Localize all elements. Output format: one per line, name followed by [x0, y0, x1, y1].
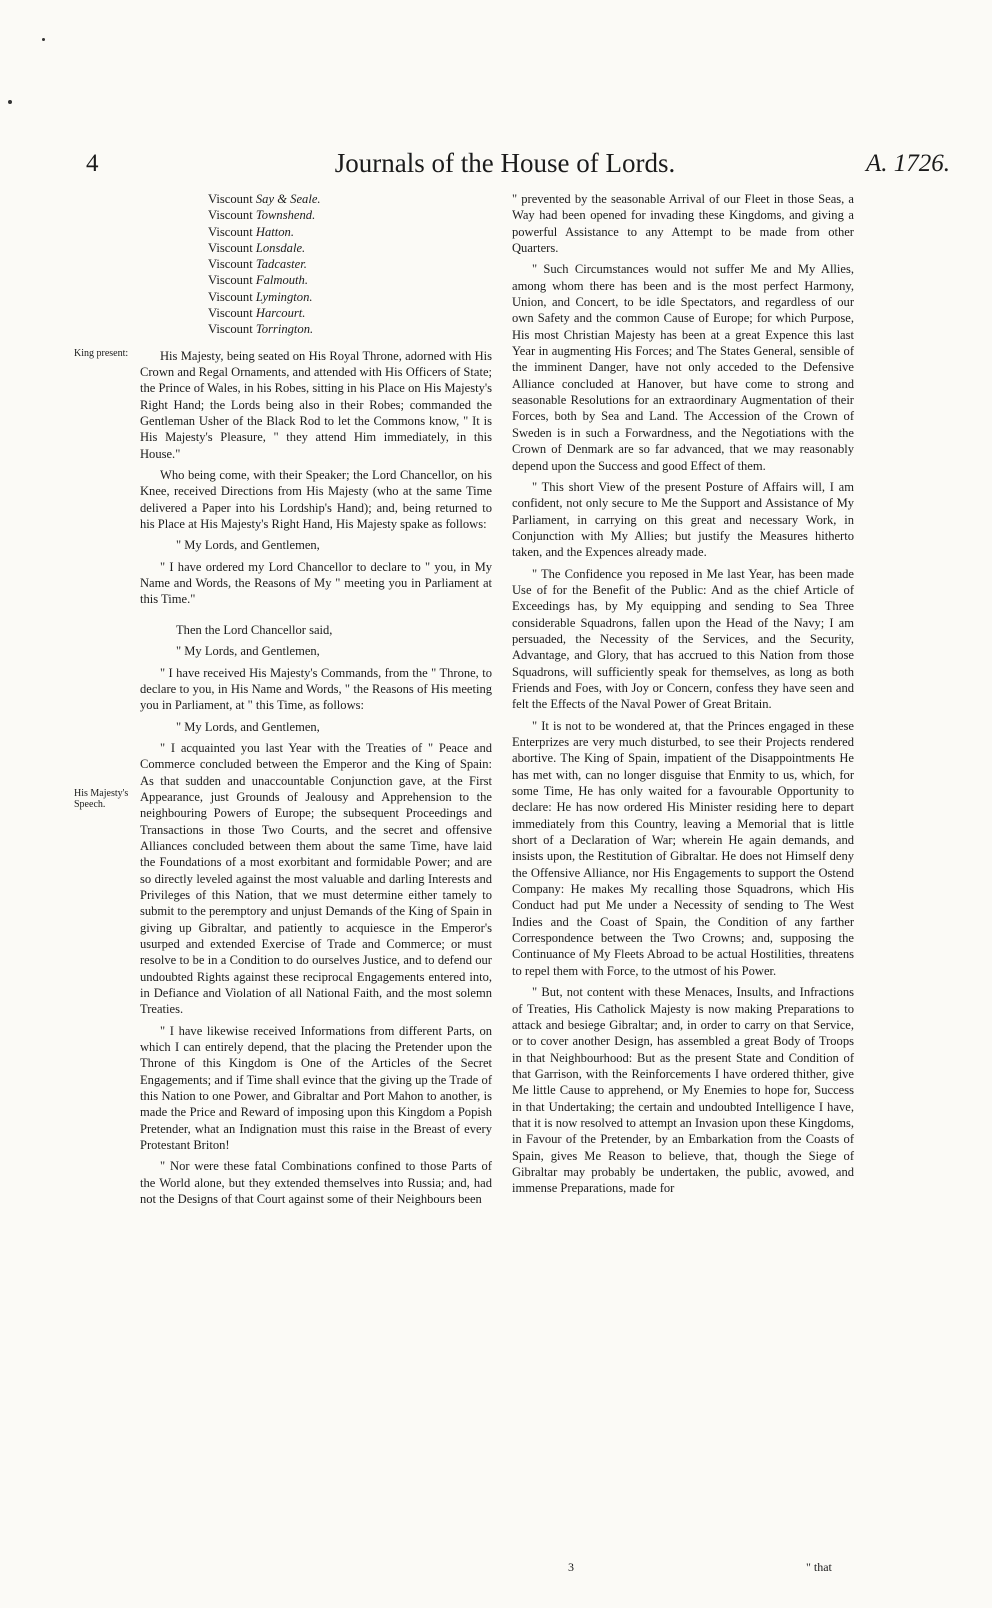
margin-note-king-present: King present: — [74, 348, 129, 359]
list-item: Viscount Hatton. — [208, 224, 295, 239]
paragraph-russia: " Nor were these fatal Combinations confined to those Parts of the World alone, but they extended themselves into Russia; and, had not the Designs of that Court against some of their Neighbours been — [140, 1159, 492, 1207]
paragraph-treaties: " I acquainted you last Year with the Treaties of " Peace and Commerce concluded between the Emperor and the King of Spain: As that sudden and unaccountable Conjunction gave, at the First Appearance, just Grounds of Jealousy and Apprehension to the neighbouring Powers of Europe; the subsequent Proceedings and Transactions in those Two Courts, and the secret and offensive Alliances concluded between them about the same Time, have laid the Foundations of a most exorbitant and formidable Power; and are so directly leveled against the most valuable and darling Interests and Privileges of this Nation, that we must determine either tamely to submit to the peremptory and unjust Demands of the King of Spain in giving up Gibraltar, and patiently to acquiesce in the Emperor's usurped and extended Exercise of Trade and Commerce; or must resolve to be in a Condition to do ourselves Justice, and to defend our undoubted Rights against these reciprocal Engagements entered into, in Defiance and Violation of all National Faith, and the most solemn Treaties. — [140, 740, 492, 1017]
page-header — [60, 148, 950, 188]
list-item: Viscount Townshend. — [208, 208, 316, 223]
page-year: A. 1726. — [865, 150, 950, 177]
paragraph-confidence: " The Confidence you reposed in Me last Year, has been made Use of for the Benefit of the Public: And as the chief Article of Exceedings has, by My equipping and sending to Sea Three considerable Squadrons, fallen upon the Head of the Navy; I am persuaded, the Necessity of the Services, and the Security, Advantage, and Glory, that has accrued to this Nation from those Squadrons, will sufficiently speak for themselves, as long as both Friends and Foes, with Joy or Concern, confess they have seen and felt the Effects of the Naval Power of Great Britain. — [512, 566, 854, 712]
list-item: Viscount Lymington. — [208, 289, 313, 304]
list-item: Viscount Harcourt. — [208, 306, 306, 321]
ink-speck — [8, 100, 12, 104]
list-item: Viscount Torrington. — [208, 322, 314, 337]
paragraph-commands: " I have received His Majesty's Commands, from the " Throne, to declare to you, in His Name and Words, " the Reasons of His meeting you in Parliament, at " this Time, as follows: — [140, 665, 492, 713]
paragraph-gibraltar: " But, not content with these Menaces, Insults, and Infractions of Treaties, His Catholick Majesty is now making Preparations to attack and besiege Gibraltar; and, in order to carry on that Service, or to cover another Design, has assembled a great Body of Troops in that Neighbourhood: But as the present State and Condition of that Garrison, with the Reinforcements I have ordered thither, give Me little Cause to apprehend, or My Enemies to hope for, Success in that Undertaking; the certain and undoubted Intelligence I have, that it is now resolved to attempt an Invasion upon these Kingdoms, in Favour of the Pretender, by an Embarkation from the Coasts of Spain, gives Me Reason to believe, that, though the Siege of Gibraltar may probably be undertaken, the public, avowed, and immense Preparations, made for — [512, 985, 854, 1196]
salutation: " My Lords, and Gentlemen, — [176, 719, 320, 734]
left-column — [140, 191, 492, 1213]
signature-mark: 3 — [568, 1560, 574, 1574]
margin-note-speech: His Majesty's Speech. — [74, 788, 129, 810]
paragraph-allies: " Such Circumstances would not suffer Me and My Allies, among whom there has been and is the most perfect Harmony, Union, and Concert, to be idle Spectators, and regardless of our own Safety and the common Cause of Europe; for which Purpose, His most Christian Majesty has been at a great Expence this last Year in augmenting His Forces; and The States General, sensible of the imminent Danger, have not only acceded to the Defensive Alliance concluded at Hanover, but have come to strong and seasonable Resolutions for an extraordinary Augmentation of their Forces, both by Sea and Land. The Accession of the Crown of Sweden is in such a Forwardness, and the Negotiations with the Crown of Denmark are so far advanced, that we may reasonably depend upon the Success and good Effect of them. — [512, 262, 854, 473]
salutation: " My Lords, and Gentlemen, — [176, 644, 320, 659]
paragraph-pretender: " I have likewise received Informations from different Parts, on which I can entirely depend, that the placing the Pretender upon the Throne of this Kingdom is One of the Articles of the Secret Engagements; and if Time shall evince that the giving up the Trade of this Nation to one Power, and Gibraltar and Port Mahon to another, is made the Price and Reward of imposing upon this Kingdom a Popish Pretender, what an Indignation must this raise in the Breast of every Protestant Briton! — [140, 1023, 492, 1153]
paragraph-king-words: " I have ordered my Lord Chancellor to declare to " you, in My Name and Words, the Reasons of My " meeting you in Parliament at this Time." — [140, 559, 492, 607]
catchword: " that — [806, 1560, 832, 1574]
list-item: Viscount Falmouth. — [208, 273, 308, 288]
list-item: Viscount Say & Seale. — [208, 192, 321, 206]
ink-speck — [42, 38, 45, 41]
paragraph-fleet: " prevented by the seasonable Arrival of our Fleet in those Seas, a Way had been opened for invading these Kingdoms, and giving a powerful Assistance to any Attempt to be made from other Quarters. — [512, 192, 854, 256]
chancellor-said: Then the Lord Chancellor said, — [176, 622, 333, 637]
right-column — [512, 191, 854, 1202]
paragraph-spain: " It is not to be wondered at, that the Princes engaged in these Enterprizes are very much disturbed, to see their Projects rendered abortive. The King of Spain, impatient of the Disappointments He has met with, can no longer disguise that Enmity to us, which, for some Time, He has only waited for a favourable Opportunity to declare: He has now ordered His Minister residing here to depart immediately from this Country, leaving a Memorial that is little short of a Declaration of War; wherein He again demands, and insists upon, the Restitution of Gibraltar. He does not Himself deny the Offensive Alliance, nor His Engagements to support the Ostend Company: He makes My recalling those Squadrons, which His Conduct had put Me under a Necessity of sending to The West Indies and the Coast of Spain, the Condition of any farther Correspondence between the Two Crowns; and, supposing the Continuance of My Fleets Abroad to be actual Hostilities, threatens to repel them with Force, to the utmost of his Power. — [512, 718, 854, 978]
paragraph-king-seated: His Majesty, being seated on His Royal Throne, adorned with His Crown and Regal Ornaments, and attended with His Officers of State; the Prince of Wales, in his Robes, sitting in his Place on His Majesty's Right Hand; the Lords being also in their Robes; commanded the Gentleman Usher of the Black Rod to let the Commons know, " It is His Majesty's Pleasure, " they attend Him immediately, in this House." — [140, 348, 492, 461]
list-item: Viscount Tadcaster. — [208, 257, 307, 272]
viscount-list — [208, 191, 492, 338]
page-number: 4 — [86, 150, 99, 177]
list-item: Viscount Lonsdale. — [208, 240, 306, 255]
paragraph-posture: " This short View of the present Posture of Affairs will, I am confident, not only secure to Me the Support and Assistance of My Parliament, in carrying on this great and necessary Work, in Conjunction with My Allies; but justify the Measures hitherto taken, and the Expences already made. — [512, 479, 854, 560]
paragraph-commons-arrive: Who being come, with their Speaker; the Lord Chancellor, on his Knee, received Directions from His Majesty (who at the same Time delivered a Paper into his Lordship's Hand); and, being returned to his Place at His Majesty's Right Hand, His Majesty spake as follows: — [140, 468, 492, 532]
salutation: " My Lords, and Gentlemen, — [176, 538, 320, 553]
page-title: Journals of the House of Lords. — [334, 148, 676, 178]
